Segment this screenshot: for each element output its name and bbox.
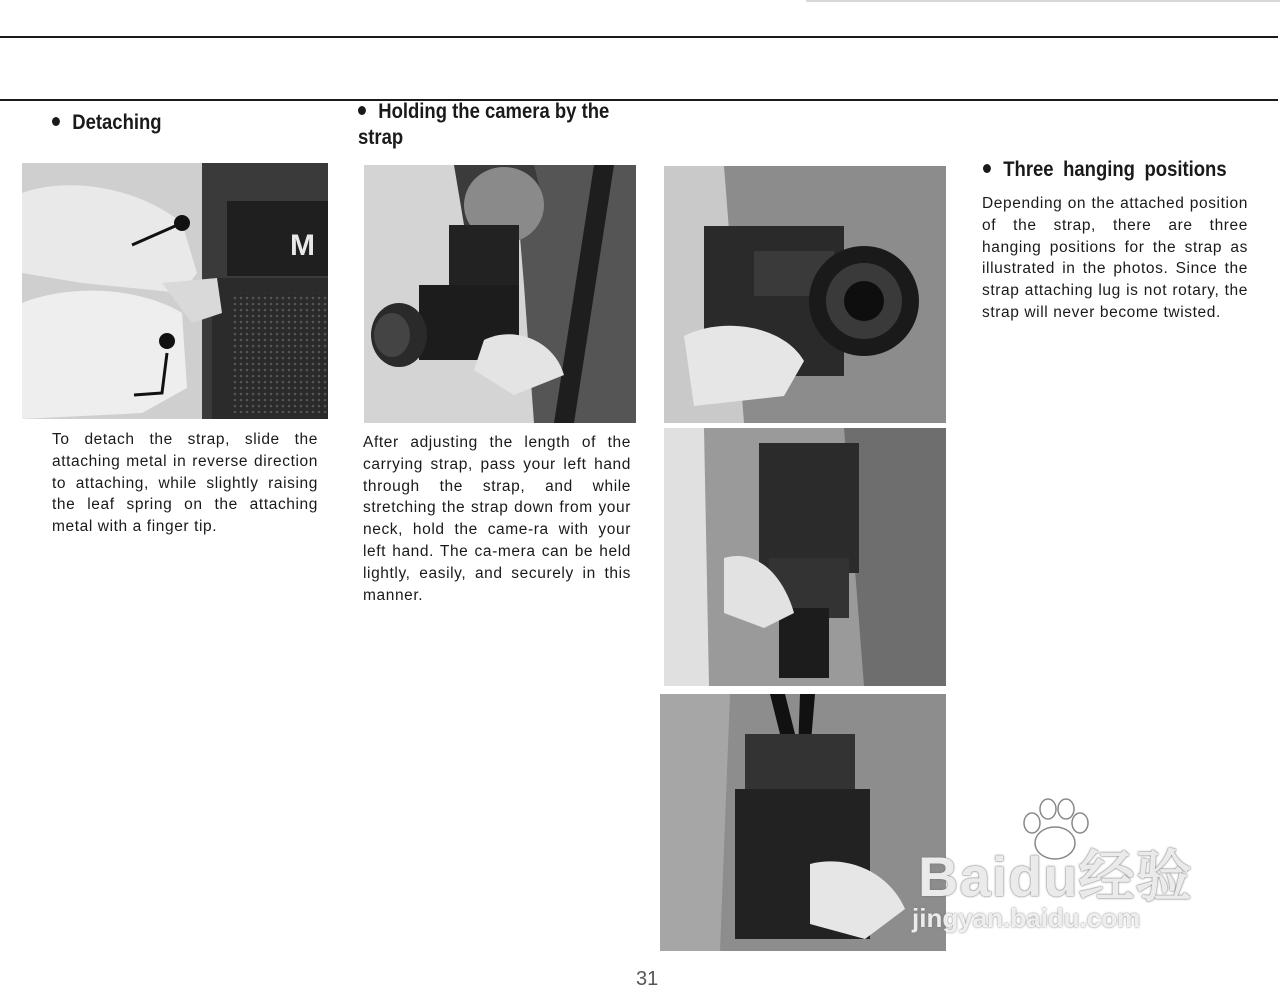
hanging-body: Depending on the attached position of the strap, there are three hanging positions for the strap as illustrated in the photos. Since the strap attaching lug is not rotary, the strap will never become twisted. xyxy=(982,195,1248,321)
header-rule xyxy=(0,99,1278,101)
detaching-heading-text: Detaching xyxy=(72,111,162,134)
hanging-photo-2 xyxy=(664,428,946,686)
holding-heading-text: Holding the camera by the strap xyxy=(358,100,610,149)
hanging-heading xyxy=(983,157,1227,183)
hanging-heading-text: Three hanging positions xyxy=(1003,158,1227,181)
bullet-icon xyxy=(358,106,366,115)
page-number: 31 xyxy=(636,968,659,990)
top-rule xyxy=(0,36,1278,38)
holding-body: After adjusting the length of the carrying strap, pass your left hand through the strap, and while stretching the strap down from your neck, hold the came-ra with your left hand. The ca-mera can be held lightly, easily, and securely in this manner. xyxy=(363,434,631,604)
bullet-icon xyxy=(983,164,991,173)
detaching-body: To detach the strap, slide the attaching metal in reverse direction to attaching, while slightly raising the leaf spring on the attaching metal with a finger tip. xyxy=(52,431,318,536)
detaching-photo xyxy=(22,163,328,419)
holding-photo xyxy=(364,165,636,423)
baidu-watermark xyxy=(900,795,1210,945)
holding-heading xyxy=(358,99,626,151)
bullet-icon xyxy=(52,117,60,126)
hanging-photo-1 xyxy=(664,166,946,423)
detaching-heading xyxy=(52,110,162,136)
camera-lettering: M xyxy=(290,229,315,262)
watermark-url: jingyan.baidu.com xyxy=(912,903,1141,933)
corner-rule xyxy=(806,0,1280,2)
watermark-brand: Baidu经验 xyxy=(918,845,1193,908)
